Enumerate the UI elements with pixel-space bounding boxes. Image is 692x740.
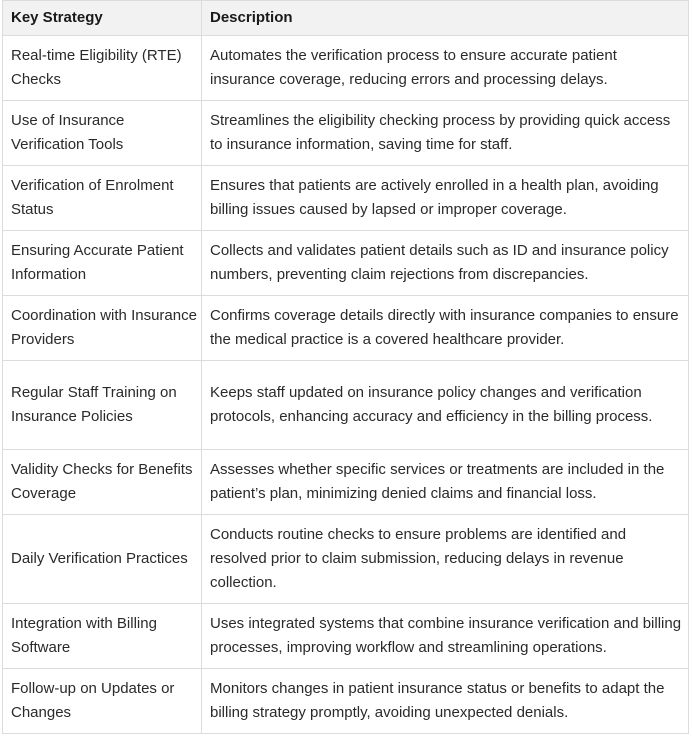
- description-cell: Assesses whether specific services or treatments are included in the patient’s plan, minimizing denied claims and financial loss.: [202, 450, 689, 515]
- strategy-cell: Real-time Eligibility (RTE) Checks: [3, 36, 202, 101]
- description-cell: Streamlines the eligibility checking process by providing quick access to insurance information, saving time for staff.: [202, 101, 689, 166]
- description-cell: Uses integrated systems that combine insurance verification and billing processes, improving workflow and streamlining operations.: [202, 604, 689, 669]
- strategy-cell: Validity Checks for Benefits Coverage: [3, 450, 202, 515]
- table-row: [3, 36, 689, 101]
- strategy-cell: Follow-up on Updates or Changes: [3, 669, 202, 734]
- strategy-cell: Integration with Billing Software: [3, 604, 202, 669]
- table-row: [3, 361, 689, 450]
- table-row: [3, 669, 689, 734]
- description-cell: Ensures that patients are actively enrolled in a health plan, avoiding billing issues caused by lapsed or improper coverage.: [202, 166, 689, 231]
- strategy-cell: Coordination with Insurance Providers: [3, 296, 202, 361]
- header-description: Description: [202, 1, 689, 36]
- strategy-cell: Ensuring Accurate Patient Information: [3, 231, 202, 296]
- header-key-strategy: Key Strategy: [3, 1, 202, 36]
- description-cell: Keeps staff updated on insurance policy changes and verification protocols, enhancing accuracy and efficiency in the billing process.: [202, 361, 689, 450]
- table-row: [3, 296, 689, 361]
- table-row: [3, 604, 689, 669]
- table-row: [3, 515, 689, 604]
- description-cell: Monitors changes in patient insurance status or benefits to adapt the billing strategy promptly, avoiding unexpected denials.: [202, 669, 689, 734]
- table-row: [3, 166, 689, 231]
- description-cell: Automates the verification process to ensure accurate patient insurance coverage, reducing errors and processing delays.: [202, 36, 689, 101]
- table-row: [3, 231, 689, 296]
- strategy-table: [2, 0, 689, 734]
- strategy-cell: Verification of Enrolment Status: [3, 166, 202, 231]
- table-row: [3, 101, 689, 166]
- description-cell: Conducts routine checks to ensure problems are identified and resolved prior to claim submission, reducing delays in revenue collection.: [202, 515, 689, 604]
- strategy-cell: Use of Insurance Verification Tools: [3, 101, 202, 166]
- strategy-cell: Daily Verification Practices: [3, 515, 202, 604]
- table-header-row: [3, 1, 689, 36]
- table-row: [3, 450, 689, 515]
- strategy-cell: Regular Staff Training on Insurance Policies: [3, 361, 202, 450]
- description-cell: Confirms coverage details directly with insurance companies to ensure the medical practice is a covered healthcare provider.: [202, 296, 689, 361]
- description-cell: Collects and validates patient details such as ID and insurance policy numbers, preventing claim rejections from discrepancies.: [202, 231, 689, 296]
